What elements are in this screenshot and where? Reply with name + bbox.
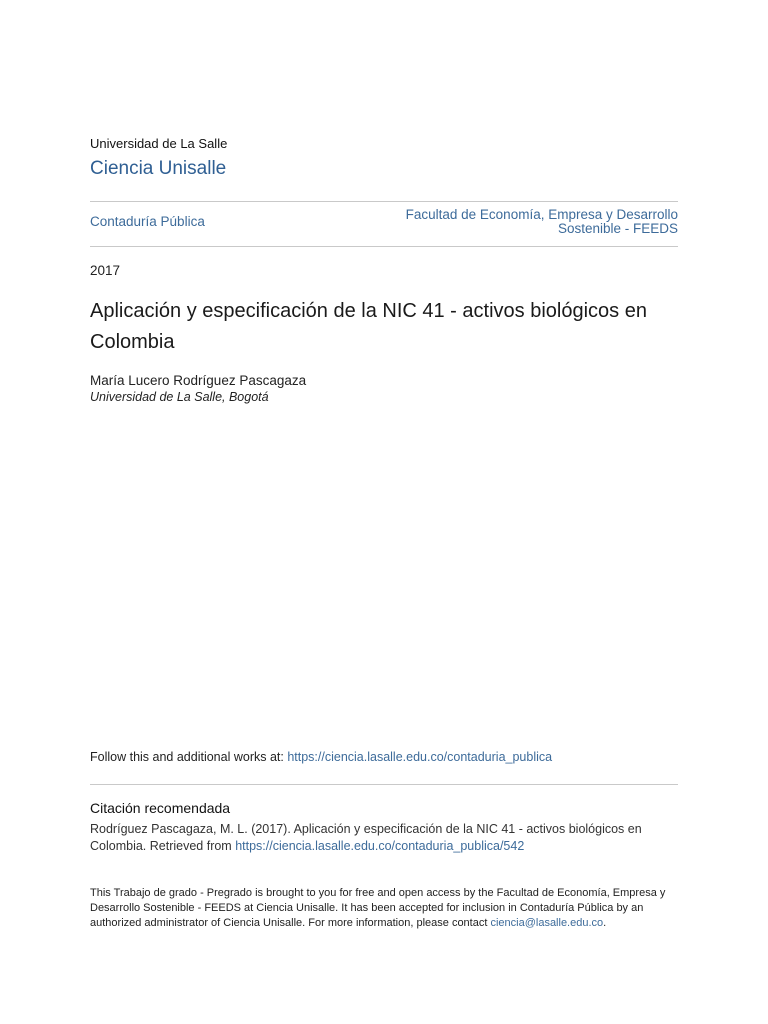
department-link[interactable]: Contaduría Pública (90, 214, 205, 229)
citation-heading: Citación recomendada (90, 800, 231, 816)
citation-text (90, 821, 678, 855)
faculty-line-1: Facultad de Economía, Empresa y Desarrollo (405, 207, 678, 222)
follow-link[interactable]: https://ciencia.lasalle.edu.co/contaduria_publica (287, 750, 553, 764)
contact-email-link[interactable]: ciencia@lasalle.edu.co (490, 917, 604, 929)
divider-citation (90, 784, 678, 785)
faculty-link[interactable] (378, 208, 678, 236)
author-affiliation: Universidad de La Salle, Bogotá (90, 390, 269, 404)
publication-year: 2017 (90, 263, 121, 278)
notice-body: This Trabajo de grado - Pregrado is brought to you for free and open access by the Facultad de Economía, Empresa y Desarrollo Sostenible - FEEDS at Ciencia Unisalle. It has been accepted for inclusion in Contaduría Pública by an authorized administrator of Ciencia Unisalle. For more information, please contact (90, 887, 666, 929)
repository-link[interactable]: Ciencia Unisalle (90, 158, 227, 179)
faculty-line-2: Sostenible - FEEDS (557, 221, 678, 236)
citation-link[interactable]: https://ciencia.lasalle.edu.co/contaduria_publica/542 (235, 839, 525, 853)
divider-top (90, 201, 678, 202)
paper-title: Aplicación y especificación de la NIC 41 - activos biológicos en Colombia (90, 300, 647, 353)
author-name: María Lucero Rodríguez Pascagaza (90, 373, 307, 388)
divider-meta (90, 246, 678, 247)
follow-line (90, 750, 552, 764)
institution-name: Universidad de La Salle (90, 136, 228, 151)
follow-prefix: Follow this and additional works at: (90, 750, 288, 764)
access-notice (90, 886, 678, 931)
notice-suffix: . (603, 917, 607, 929)
cover-page (90, 0, 678, 1024)
citation-body: Rodríguez Pascagaza, M. L. (2017). Aplicación y especificación de la NIC 41 - activos biológicos en Colombia. Retrieved from (90, 822, 642, 853)
